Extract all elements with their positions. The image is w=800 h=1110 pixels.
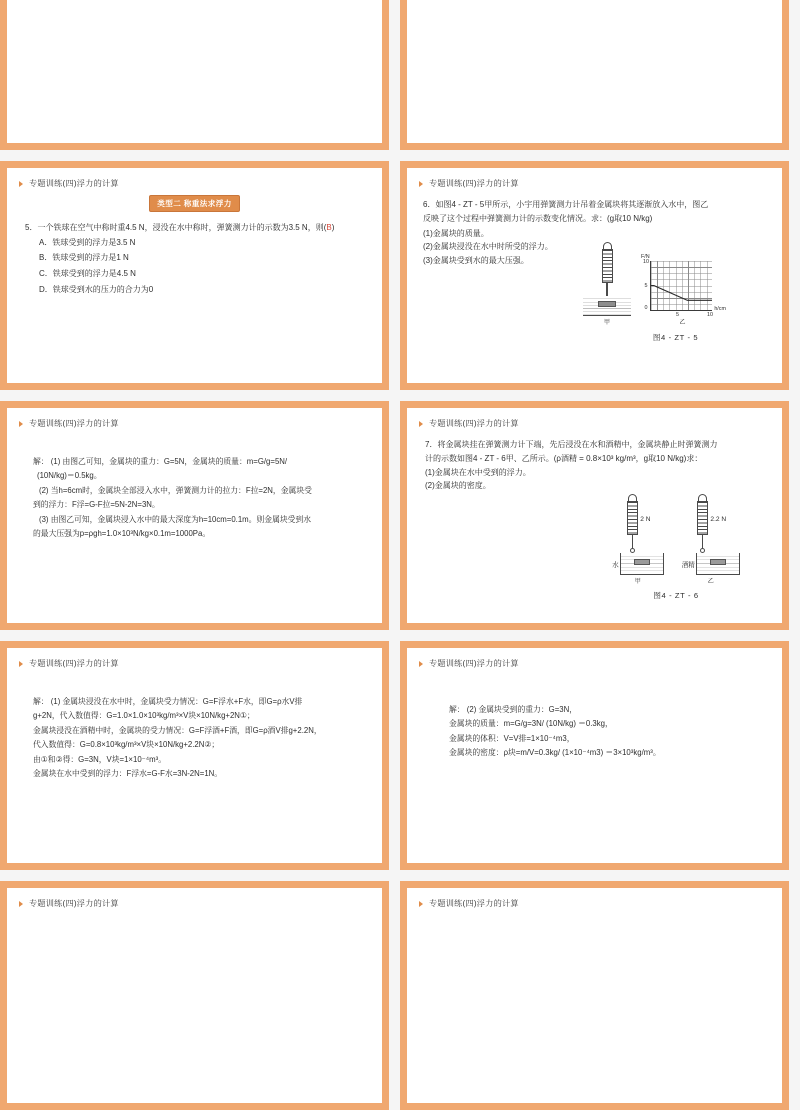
figure-chart-yi [641,254,724,326]
figure-two-beakers [586,494,766,601]
sub-question-1: (1)金属块在水中受到的浮力。 [425,467,531,477]
sub-question-1: (1)金属块的质量。 [423,228,489,238]
solution-line-2: g+2N，代入数值得：G=1.0×1.0×10³kg/m³×V块×10N/kg+2N①； [33,711,255,721]
scale-reading-jia: 2 N [640,516,651,523]
option-d[interactable]: D．铁球受到水的压力的合力为0 [39,284,154,294]
sub-question-3: (3)金属块受到水的最大压强。 [423,256,529,265]
slide-header [419,658,770,669]
y-tick-0: 0 [644,305,648,311]
slide-content [7,888,382,1103]
slide-a7-2[interactable] [400,641,789,870]
triangle-bullet-icon [19,661,23,667]
solution-line-1: 解： (1) 金属块浸没在水中时，金属块受力情况：G=F浮水+F水，即G=ρ水V排 [33,697,303,706]
slide-header-label: 专题训练(四)浮力的计算 [29,179,119,188]
slide-content [7,0,382,143]
question-line-1: 6．如图4 - ZT - 5甲所示，小宇用弹簧测力计吊着金属块将其逐渐放入水中，图乙 [423,200,709,209]
liquid-label-water: 水 [612,562,619,569]
solution-line-2: 金属块的质量：m=G/g=3N/ (10N/kg) ＝0.3kg， [449,719,613,729]
x-axis-label: h/cm [714,306,726,312]
solution-line-4: 代入数值得：G=0.8×10³kg/m³×V块×10N/kg+2.2N②； [33,740,220,750]
question-line-2: 计的示数如图4 - ZT - 6甲、乙所示。(ρ酒精 = 0.8×10³ kg/m³，g取10 N/kg)求： [425,453,703,463]
figure-spring-and-chart [583,242,768,343]
y-axis-label: F/N [641,254,650,260]
slide-header-label: 专题训练(四)浮力的计算 [29,899,119,908]
liquid-label-alcohol: 酒精 [681,562,695,569]
scale-reading-yi: 2.2 N [710,516,727,523]
solution-line-5: (3) 由图乙可知，金属块浸入水中的最大深度为h=10cm=0.1m。则金属块受到水 [39,514,312,524]
figure-caption: 图4 - ZT - 6 [653,591,699,600]
slide-fig-zt3[interactable] [0,0,389,150]
x-tick-5: 5 [676,312,679,318]
slide-content [7,168,382,383]
slide-a7-1[interactable] [0,641,389,870]
question-line-2: 反映了这个过程中弹簧测力计的示数变化情况。求：(g取10 N/kg) [423,213,653,223]
slide-content [407,648,782,863]
triangle-bullet-icon [419,661,423,667]
slide-header-label: 专题训练(四)浮力的计算 [429,179,519,188]
solution-line-3: (2) 当h=6cm时，金属块全部浸入水中，弹簧测力计的拉力：F拉=2N，金属块受 [39,485,312,495]
option-a[interactable]: A．铁球受到的浮力是3.5 N [39,237,136,247]
solution-line-1: 解： (1) 由图乙可知，金属块的重力：G=5N，金属块的质量：m=G/g=5N/ [33,457,288,466]
slide-content [7,408,382,623]
slide-partial-left[interactable] [0,881,389,1110]
slide-q5[interactable] [0,161,389,390]
figure-setup-yi [682,494,740,585]
chart-line-series [651,261,712,310]
slide-fig-zt4[interactable] [400,0,789,150]
slide-header [419,898,770,909]
solution-line-4: 到的浮力：F浮=G-F拉=5N-2N=3N。 [33,500,160,510]
figure-label-yi: 乙 [679,320,686,326]
solution-line-3: 金属块浸没在酒精中时，金属块的受力情况：G=F浮酒+F酒，即G=ρ酒V排g+2.2N， [33,725,322,735]
triangle-bullet-icon [19,181,23,187]
slide-q6[interactable] [400,161,789,390]
slide-q7[interactable] [400,401,789,630]
figure-label-yi: 乙 [707,579,714,585]
triangle-bullet-icon [19,421,23,427]
figure-label-jia: 甲 [634,579,641,585]
slide-header-label: 专题训练(四)浮力的计算 [429,659,519,668]
question-text [25,221,364,235]
y-tick-5: 5 [644,283,648,289]
sub-question-2: (2)金属块浸没在水中时所受的浮力。 [423,242,553,252]
slide-header [19,178,370,189]
triangle-bullet-icon [419,901,423,907]
slide-header-label: 专题训练(四)浮力的计算 [29,659,119,668]
slide-content [407,0,782,143]
type-badge: 类型二 称重法求浮力 [149,195,239,212]
type-tag-wrap [19,193,370,212]
triangle-bullet-icon [19,901,23,907]
slide-content [407,888,782,1103]
figure-label-jia: 甲 [603,320,610,326]
figure-spring-scale-jia [583,242,631,326]
chart-plot [650,261,712,311]
option-b[interactable]: B．铁球受到的浮力是1 N [39,253,129,263]
slide-content [407,168,782,383]
question-line-1: 7．将金属块挂在弹簧测力计下端，先后浸没在水和酒精中，金属块静止时弹簧测力 [425,440,718,449]
slide-header [419,178,770,189]
question-tail: ) [331,223,335,232]
x-tick-10: 10 [707,312,713,318]
solution-line-6: 的最大压强为p=ρgh=1.0×10³N/kg×0.1m=1000Pa。 [33,529,211,539]
y-tick-10: 10 [643,258,649,265]
slide-content [407,408,782,623]
slide-header [419,418,770,429]
option-c[interactable]: C．铁球受到的浮力是4.5 N [39,268,136,278]
slide-header [19,658,370,669]
answer-letter: B [326,223,332,232]
sub-question-2: (2)金属块的密度。 [425,481,491,491]
slide-a6[interactable] [0,401,389,630]
triangle-bullet-icon [419,421,423,427]
triangle-bullet-icon [419,181,423,187]
question-stem: 5．一个铁球在空气中称时重4.5 N，浸没在水中称时，弹簧测力计的示数为3.5 N，则( [25,223,327,232]
solution-line-3: 金属块的体积：V=V排=1×10⁻⁴m3， [449,733,575,743]
solution-line-1: 解： (2) 金属块受到的重力：G=3N， [449,705,578,714]
figure-caption: 图4 - ZT - 5 [652,333,699,342]
slide-partial-right[interactable] [400,881,789,1110]
solution-line-6: 金属块在水中受到的浮力：F浮水=G-F水=3N-2N=1N。 [33,769,223,779]
slide-header-label: 专题训练(四)浮力的计算 [29,419,119,428]
slide-header [19,898,370,909]
slide-content [7,648,382,863]
slide-header [19,418,370,429]
solution-line-4: 金属块的密度：ρ块=m/V=0.3kg/ (1×10⁻⁴m3) ＝3×10³kg/m³。 [449,748,661,758]
solution-line-2: (10N/kg)＝0.5kg。 [37,471,102,481]
figure-setup-jia [612,494,664,585]
slide-header-label: 专题训练(四)浮力的计算 [429,419,519,428]
slide-header-label: 专题训练(四)浮力的计算 [429,899,519,908]
solution-line-5: 由①和②得：G=3N，V块=1×10⁻⁴m³。 [33,754,167,764]
